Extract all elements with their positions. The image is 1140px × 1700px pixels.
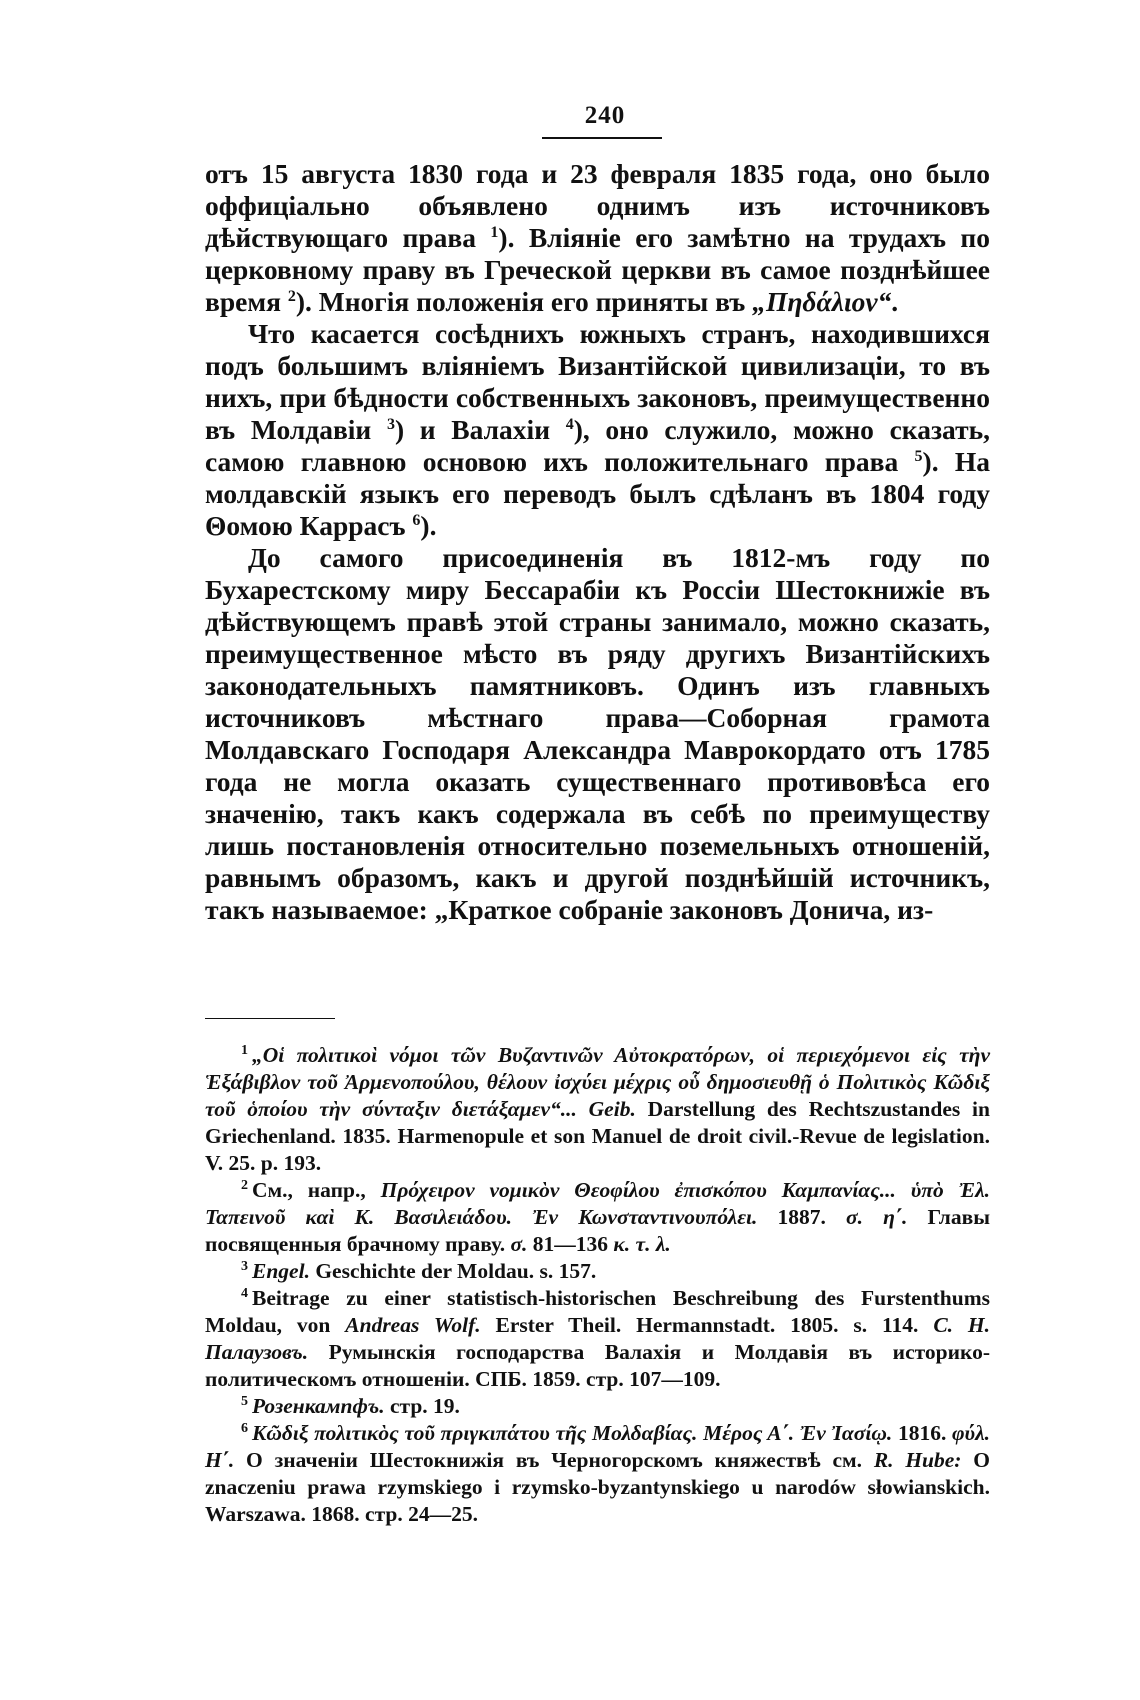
main-text: [205, 158, 990, 926]
footnote-ref-4[interactable]: 4: [565, 415, 574, 433]
footnote-6: $^6$ Κῶδιξ πολιτικὸς τοῦ πριγκιπάτου τῆς Μολδαβίας. Μέρος Α΄. Ἐν Ἰασίῳ. 1816. φύλ. Η΄. О значеніи Шестокнижія въ Черногорскомъ княжествѣ см. R. Hube: O znaczeniu prawa rzymskiego i rzymsko-byzantynskiego u narodów słowianskich. Warszawa. 1868. стр. 24—25.: [205, 1420, 991, 1526]
footnote-ref-6[interactable]: 6: [412, 511, 421, 529]
footnote-mark: 3: [241, 1258, 248, 1274]
footnote-ref-5[interactable]: 5: [914, 447, 923, 465]
footnote-mark: 1: [241, 1042, 248, 1058]
paragraph-1: отъ 15 августа 1830 года и 23 февраля 1835 года, оно было оффиціально объявлено однимъ изъ источниковъ дѣйствующаго права $^1$). Вліяніе его замѣтно на трудахъ по церковному праву въ Греческой церкви въ самое позднѣйшее время $^2$). Многія положенія его приняты въ „Πηδάλιον“.: [205, 158, 990, 317]
paragraph-2: Что касается сосѣднихъ южныхъ странъ, находившихся подъ большимъ вліяніемъ Византійской цивилизаціи, то въ нихъ, при бѣдности собственныхъ законовъ, преимущественно въ Молдавіи $^3$) и Валахіи $^4$), оно служило, можно сказать, самою главною основою ихъ положительнаго права $^5$). На молдавскій языкъ его переводъ былъ сдѣланъ въ 1804 году Θомою Каррасъ $^6$).: [205, 318, 991, 541]
footnote-mark: 4: [241, 1285, 248, 1301]
footnotes: [205, 1042, 990, 1528]
page-number-rule: [542, 137, 662, 139]
footnote-5: $^5$ Розенкампфъ. стр. 19.: [241, 1393, 460, 1418]
footnote-mark: 2: [241, 1177, 248, 1193]
footnote-mark: 5: [241, 1393, 248, 1409]
footnote-ref-2[interactable]: 2: [287, 287, 296, 305]
footnote-2: $^2$ См., напр., Πρόχειρον νομικὸν Θεοφίλου ἐπισκόπου Καμπανίας... ὑπὸ Ἐλ. Ταπεινοῦ καὶ Κ. Βασιλειάδου. Ἐν Κωνσταντινουπόλει. 1887. σ. η΄. Главы посвященныя брачному праву. σ. 81—136 κ. τ. λ.: [205, 1177, 990, 1256]
greek-title: „Πηδάλιον“: [752, 286, 892, 317]
footnote-3: $^3$ Engel. Geschichte der Moldau. s. 157.: [241, 1258, 597, 1283]
footnote-separator: [205, 1018, 335, 1019]
footnote-ref-1[interactable]: 1: [490, 223, 499, 241]
footnote-1: $^1$ „Οἱ πολιτικοὶ νόμοι τῶν Βυζαντινῶν Αὐτοκρατόρων, οἱ περιεχόμενοι εἰς τὴν Ἑξάβιβλον τοῦ Ἀρμενοπούλου, θέλουν ἰσχύει μέχρις οὗ δημοσιευθῇ ὁ Πολιτικὸς Κῶδιξ τοῦ ὁποίου τὴν σύνταξιν διετάξαμεν“... Geib. Darstellung des Rechtszustandes in Griechenland. 1835. Harmenopule et son Manuel de droit civil.-Revue de legislation. V. 25. p. 193.: [205, 1042, 990, 1175]
footnote-mark: 6: [241, 1420, 248, 1436]
paragraph-3: До самого присоединенія въ 1812-мъ году по Бухарестскому миру Бессарабіи къ Россіи Шестокнижіе въ дѣйствующемъ правѣ этой страны занимало, можно сказать, преимущественное мѣсто въ ряду другихъ Византійскихъ законодательныхъ памятниковъ. Одинъ изъ главныхъ источниковъ мѣстнаго права—Соборная грамота Молдавскаго Господаря Александра Маврокордато отъ 1785 года не могла оказать существеннаго противовѣса его значенію, такъ какъ содержала въ себѣ по преимуществу лишь постановленія относительно поземельныхъ отношеній, равнымъ образомъ, какъ и другой позднѣйшій источникъ, такъ называемое: „Краткое собраніе законовъ Донича, из-: [205, 542, 990, 925]
footnote-4: $^4$ Beitrage zu einer statistisch-historischen Beschreibung des Furstenthums Moldau, von Andreas Wolf. Erster Theil. Hermannstadt. 1805. s. 114. С. Н. Палаузовъ. Румынскія господарства Валахія и Молдавія въ историко-политическомъ отношеніи. СПБ. 1859. стр. 107—109.: [205, 1285, 990, 1391]
footnote-ref-3[interactable]: 3: [386, 415, 395, 433]
page-number: 240: [584, 102, 626, 129]
